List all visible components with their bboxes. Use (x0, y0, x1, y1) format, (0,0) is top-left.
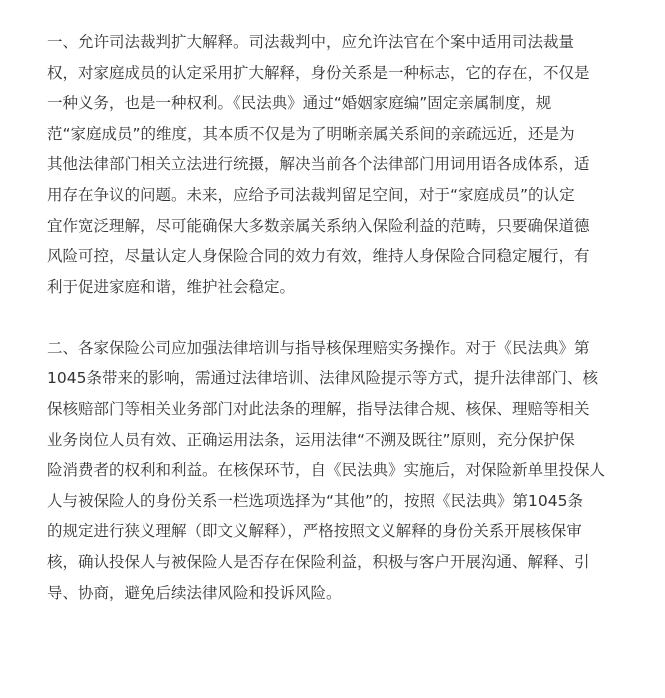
paragraph-line: 范“家庭成员”的维度，其本质不仅是为了明晰亲属关系间的亲疏远近，还是为 (47, 124, 575, 143)
paragraph-line: 业务岗位人员有效、正确运用法条，运用法律“不溯及既往”原则，充分保护保 (47, 430, 575, 449)
paragraph-line: 一、允许司法裁判扩大解释。司法裁判中，应允许法官在个案中适用司法裁量 (47, 33, 575, 51)
paragraph-line: 导、协商，避免后续法律风险和投诉风险。 (47, 583, 342, 602)
paragraph-line: 的规定进行狭义理解（即文义解释），严格按照文义解释的身份关系开展核保审 (47, 522, 582, 541)
paragraph-line: 一种义务，也是一种权利。《民法典》通过“婚姻家庭编”固定亲属制度，规 (47, 94, 552, 113)
paragraph-gap (47, 302, 632, 333)
paragraph-line: 1045条带来的影响，需通过法律培训、法律风险提示等方式，提升法律部门、核 (47, 369, 598, 388)
paragraph-line: 核，确认投保人与被保险人是否存在保险利益，积极与客户开展沟通、解释、引 (47, 553, 590, 571)
paragraph-line: 风险可控，尽量认定人身保险合同的效力有效，维持人身保险合同稳定履行，有 (47, 247, 590, 266)
paragraph-line: 其他法律部门相关立法进行统摄，解决当前各个法律部门用词用语各成体系，适 (47, 155, 590, 174)
paragraph-line: 权，对家庭成员的认定采用扩大解释，身份关系是一种标志，它的存在，不仅是 (47, 63, 590, 82)
paragraph-1 (47, 27, 632, 302)
paragraph-line: 宜作宽泛理解，尽可能确保大多数亲属关系纳入保险利益的范畴，只要确保道德 (47, 216, 590, 235)
paragraph-line: 利于促进家庭和谐，维护社会稳定。 (47, 277, 296, 296)
paragraph-line: 用存在争议的问题。未来，应给予司法裁判留足空间，对于“家庭成员”的认定 (47, 185, 575, 204)
paragraph-2 (47, 333, 632, 608)
paragraph-line: 二、各家保险公司应加强法律培训与指导核保理赔实务操作。对于《民法典》第 (47, 338, 590, 357)
paragraph-line: 保核赔部门等相关业务部门对此法条的理解，指导法律合规、核保、理赔等相关 (47, 400, 590, 419)
document-body (47, 27, 632, 608)
paragraph-line: 险消费者的权利和利益。在核保环节，自《民法典》实施后，对保险新单里投保人 (47, 461, 606, 480)
paragraph-line: 人与被保险人的身份关系一栏选项选择为“其他”的，按照《民法典》第1045条 (47, 491, 584, 510)
